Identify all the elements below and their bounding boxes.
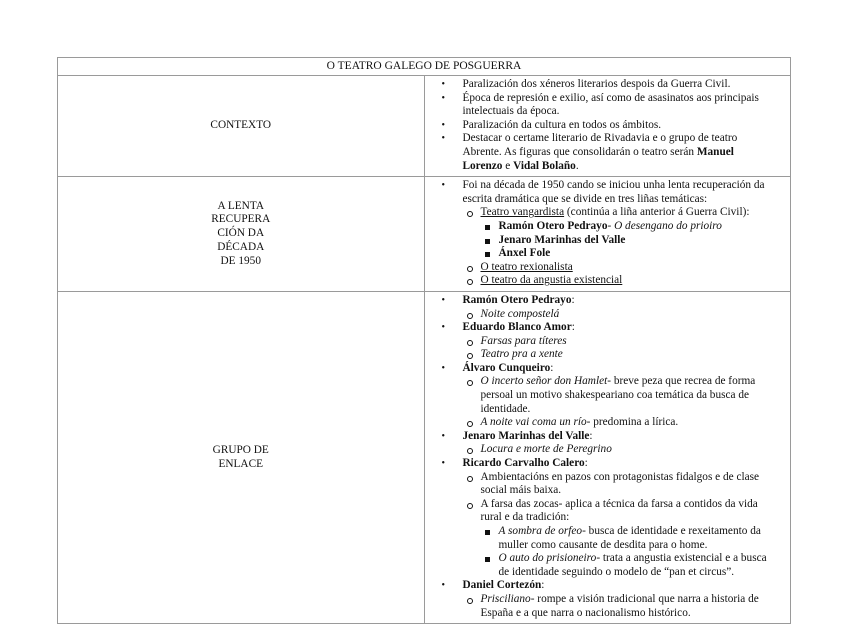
work-title: O auto do prisioneiro xyxy=(498,552,597,565)
list-item xyxy=(425,579,775,620)
item-text: Destacar o certame literario de Rivadavia e o grupo de teatro Abrente. As figuras que consolidarán o teatro serán xyxy=(462,132,738,158)
work-title: Prisciliano xyxy=(480,592,531,605)
work-description: - predomina a lírica. xyxy=(586,416,679,429)
list-item xyxy=(425,430,775,457)
list-item xyxy=(463,348,775,362)
list-item xyxy=(463,498,775,580)
label-line: GRUPO DE xyxy=(212,443,269,456)
list-item xyxy=(463,416,775,430)
grupo-row xyxy=(58,291,791,623)
author-name: Eduardo Blanco Amor xyxy=(462,321,572,334)
contexto-content xyxy=(424,76,791,177)
author-name: Jenaro Marinhas del Valle xyxy=(498,233,626,246)
conjunction: e xyxy=(502,159,514,172)
grupo-content xyxy=(424,291,791,623)
contexto-list xyxy=(425,78,775,173)
list-item xyxy=(481,220,775,234)
work-title: Farsas para títeres xyxy=(480,334,567,347)
contexto-row xyxy=(58,76,791,177)
list-item xyxy=(481,247,775,261)
work-description: - breve peza que recrea de forma persoal un motivo shakespeariano coa temática da busca de identidade. xyxy=(480,375,756,415)
list-item: • Época de represión e exilio, así como de asasinatos aos principais intelectuais da época. xyxy=(425,92,775,119)
list-item xyxy=(463,593,775,620)
author-name: Manuel Lorenzo xyxy=(462,145,734,172)
list-item: Ambientacións en pazos con protagonistas fidalgos e de clase social máis baixa. xyxy=(463,471,775,498)
list-item: • Paralización dos xéneros literarios despois da Guerra Civil. xyxy=(425,78,775,92)
list-item xyxy=(425,294,775,321)
rexionalista-link: O teatro rexionalista xyxy=(480,260,573,273)
author-name: Daniel Cortezón xyxy=(462,579,542,592)
list-item xyxy=(481,552,775,579)
colon: : xyxy=(550,361,554,374)
label-line: RECUPERA xyxy=(211,213,271,226)
angustia-link: O teatro da angustia existencial xyxy=(480,274,623,287)
work-title: O desengano do prioiro xyxy=(614,219,722,232)
title-row xyxy=(58,58,791,76)
list-item xyxy=(463,206,775,260)
author-name: Ramón Otero Pedrayo xyxy=(462,293,572,306)
contexto-label: CONTEXTO xyxy=(58,76,425,177)
work-title: Teatro pra a xente xyxy=(480,348,563,361)
list-item xyxy=(425,457,775,579)
lenta-label xyxy=(58,177,425,292)
list-item xyxy=(481,234,775,248)
intro-text: Foi na década de 1950 cando se iniciou unha lenta recuperación da escrita dramática que se divide en tres liñas temáticas: xyxy=(462,179,765,205)
work-description: - rompe a visión tradicional que narra a historia de España e a que narra o nacionalismo histórico. xyxy=(480,592,759,619)
author-name: Ramón Otero Pedrayo xyxy=(498,219,608,232)
list-item xyxy=(463,274,775,288)
list-item: • Paralización da cultura en todos os ámbitos. xyxy=(425,119,775,133)
label-line: ENLACE xyxy=(218,457,264,470)
list-item xyxy=(425,321,775,362)
list-item xyxy=(425,362,775,430)
list-item xyxy=(463,375,775,416)
list-item xyxy=(425,132,775,173)
list-item xyxy=(425,179,775,288)
colon: : xyxy=(571,321,575,334)
vanguard-link: Teatro vangardista xyxy=(480,206,565,219)
lenta-row xyxy=(58,177,791,292)
author-name: Álvaro Cunqueiro xyxy=(462,361,551,374)
list-item xyxy=(463,308,775,322)
author-name: Ricardo Carvalho Calero xyxy=(462,457,585,470)
table-title: O TEATRO GALEGO DE POSGUERRA xyxy=(58,58,791,76)
author-name: Vidal Bolaño xyxy=(513,159,576,172)
grupo-label xyxy=(58,291,425,623)
work-title: A sombra de orfeo xyxy=(498,525,583,537)
list-item xyxy=(463,335,775,349)
list-item xyxy=(481,525,775,552)
work-title: A noite vai coma un río xyxy=(480,416,587,429)
colon: : xyxy=(589,429,593,442)
work-title: O incerto señor don Hamlet xyxy=(480,375,608,388)
list-item xyxy=(463,261,775,275)
colon: : xyxy=(584,457,588,470)
punctuation: . xyxy=(575,159,579,172)
theatre-table xyxy=(57,57,791,624)
label-line: DE 1950 xyxy=(220,254,261,267)
vanguard-note: (continúa a liña anterior á Guerra Civil): xyxy=(564,206,750,219)
list-item xyxy=(463,443,775,457)
author-name: Ánxel Fole xyxy=(498,247,551,260)
label-line: CIÓN DA xyxy=(217,227,265,240)
colon: : xyxy=(541,579,545,592)
point-text: A farsa das zocas- aplica a técnica da farsa a contidos da vida rural e da tradición: xyxy=(480,497,758,524)
author-name: Jenaro Marinhas del Valle xyxy=(462,429,590,442)
colon: : xyxy=(571,293,575,306)
work-description: - trata a angustia existencial e a busca de identidade seguindo o modelo de “pan et circus”. xyxy=(498,552,767,578)
separator: - xyxy=(607,219,615,232)
lenta-content xyxy=(424,177,791,292)
label-line: A LENTA xyxy=(217,199,264,212)
work-description: - busca de identidade e rexeitamento da muller como causante de desdita para o home. xyxy=(498,525,761,551)
label-line: DÉCADA xyxy=(217,240,265,253)
work-title: Noite compostelá xyxy=(480,307,560,320)
work-title: Locura e morte de Peregrino xyxy=(480,443,612,456)
